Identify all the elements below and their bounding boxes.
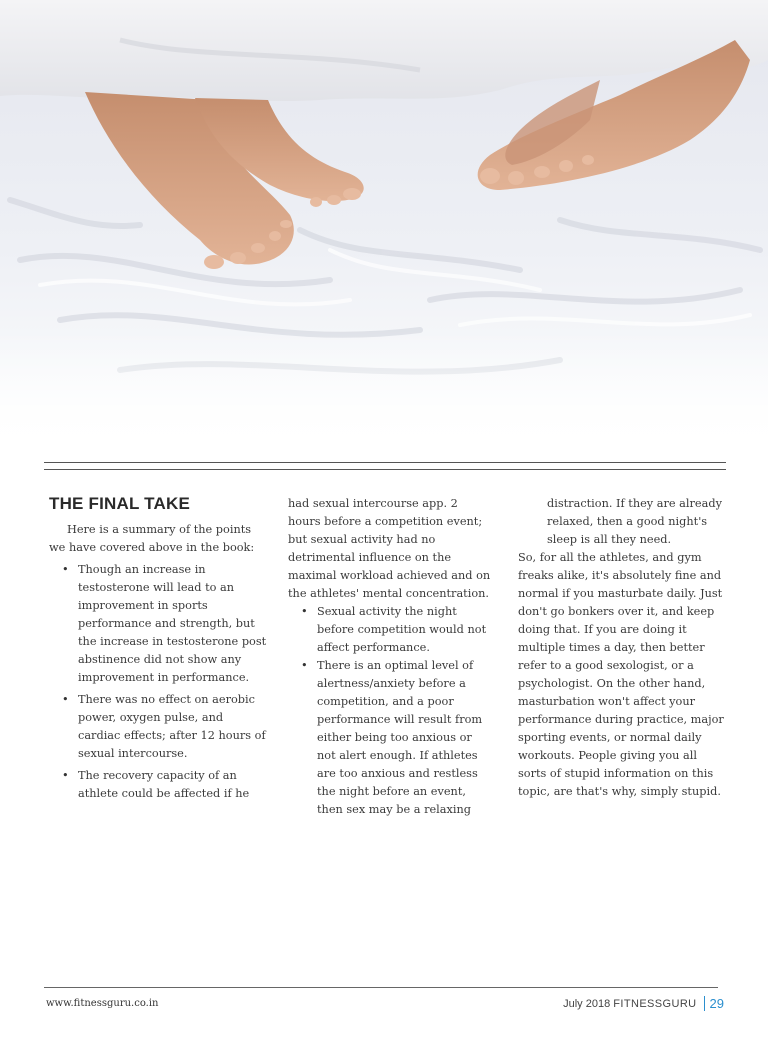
list-item: • The recovery capacity of an athlete could be affected if he (49, 767, 267, 803)
list-item: • There was no effect on aerobic power, oxygen pulse, and cardiac effects; after 12 hours of sexual intercourse. (49, 691, 267, 763)
intro-paragraph: Here is a summary of the points we have covered above in the book: (49, 523, 255, 554)
footer-website: www.fitnessguru.co.in (46, 998, 159, 1009)
list-item: • There is an optimal level of alertness/anxiety before a competition, and a poor performance will result from either being too anxious or not alert enough. If athletes are too anxious and restless the night before an event, then sex may be a relaxing (288, 657, 493, 819)
issue-date: July 2018 (563, 997, 611, 1010)
bullet-list-1 (49, 561, 267, 803)
feet-on-bedsheet-image (0, 0, 768, 450)
publication-name: FITNESSGURU (613, 997, 697, 1010)
list-item: • Sexual activity the night before competition would not affect performance. (288, 603, 493, 657)
list-item: • Though an increase in testosterone will lead to an improvement in sports performance and strength, but the increase in testosterone post abstinence did not show any improvement in performance. (49, 561, 267, 687)
footer-rule (44, 987, 718, 988)
hero-photo (0, 0, 768, 450)
folio-divider (704, 996, 705, 1011)
list-item-continued: distraction. If they are already relaxed, then a good night's sleep is all they need. (547, 497, 722, 546)
top-rule-lower (44, 469, 726, 470)
section-heading: THE FINAL TAKE (49, 494, 190, 513)
column-2 (288, 495, 493, 819)
conclusion-paragraph: So, for all the athletes, and gym freaks alike, it's absolutely fine and normal if you masturbate daily. Just don't go bonkers over it, and keep doing that. If you are doing it multiple times a day, then better refer to a good sexologist, or a psychologist. On the other hand, masturbation won't affect your performance during practice, major sporting events, or normal daily workouts. People giving you all sorts of stupid information on this topic, are that's why, simply stupid. (518, 551, 724, 798)
column-1 (49, 521, 267, 803)
column-3 (518, 495, 728, 801)
page-number: 29 (709, 996, 724, 1011)
top-rule-upper (44, 462, 726, 463)
bullet-list-2 (288, 603, 493, 819)
footer-folio (563, 996, 724, 1011)
list-item-continued: had sexual intercourse app. 2 hours before a competition event; but sexual activity had no detrimental influence on the maximal workload achieved and on the athletes' mental concentration. (288, 497, 491, 600)
